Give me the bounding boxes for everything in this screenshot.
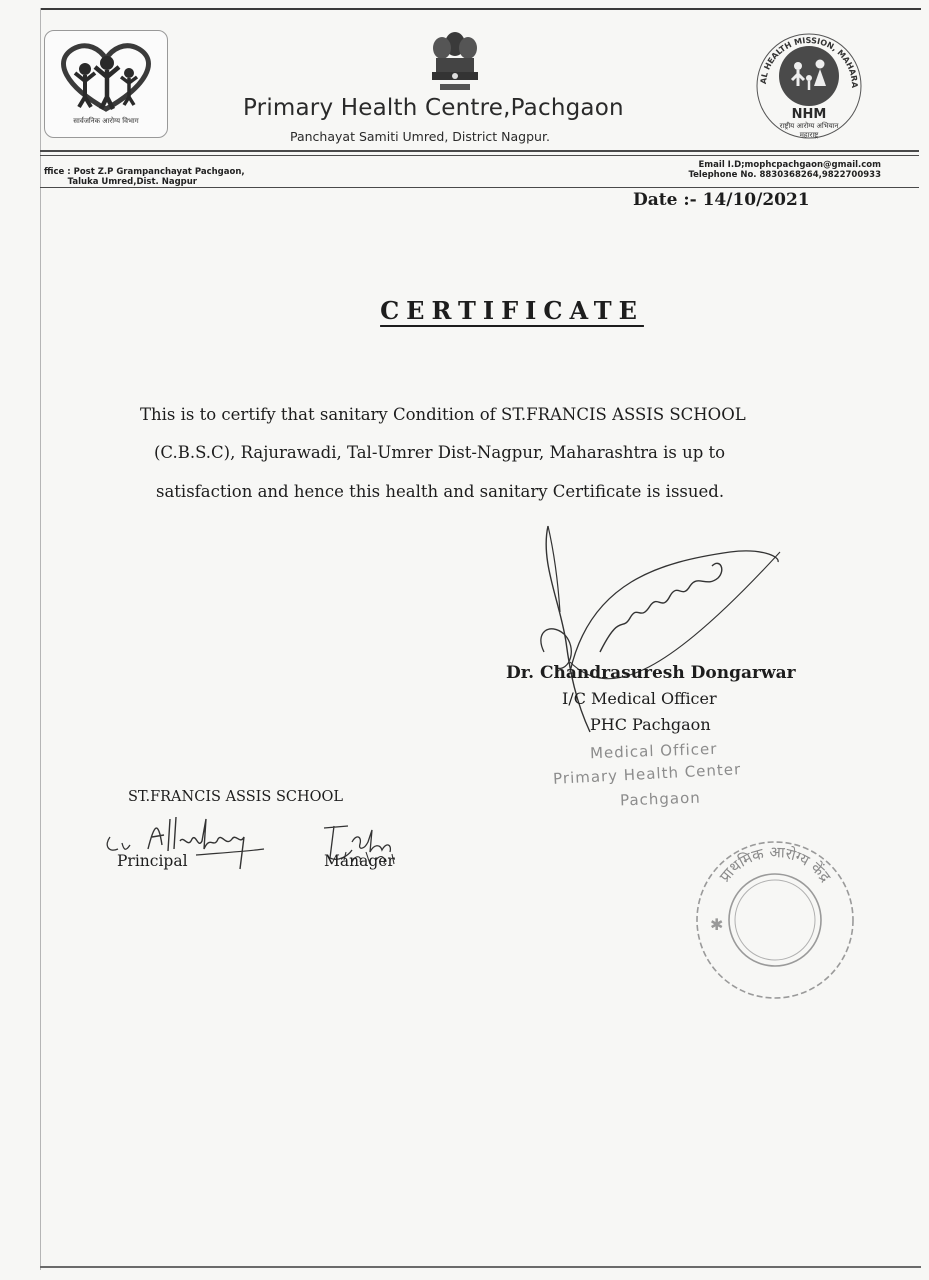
email-text: Email I.D;mophcpachgaon@gmail.com: [698, 160, 881, 170]
manager-label: Manager: [324, 852, 395, 870]
nhm-ring-text: AL HEALTH MISSION, MAHARA: [758, 35, 860, 89]
certificate-date: Date :- 14/10/2021: [633, 190, 810, 210]
certificate-body-line-2: (C.B.S.C), Rajurawadi, Tal-Umrer Dist-Nagpur, Maharashtra is up to: [154, 443, 726, 462]
school-name: ST.FRANCIS ASSIS SCHOOL: [128, 789, 344, 805]
principal-label: Principal: [117, 852, 188, 870]
nhm-acronym: NHM: [791, 107, 827, 122]
family-heart-icon: [45, 31, 167, 121]
letterhead-subtitle: Panchayat Samiti Umred, District Nagpur.: [290, 129, 550, 144]
medical-officer-signature: [530, 522, 790, 746]
stamp-line-2: Primary Health Center: [552, 760, 742, 788]
contact-info: [688, 160, 881, 180]
office-seal-icon: [690, 838, 860, 1007]
letterhead-title: Primary Health Centre,Pachgaon: [243, 95, 624, 121]
svg-text:✱: ✱: [710, 915, 724, 934]
public-health-department-logo: [44, 30, 168, 138]
nhm-subtitle-2: महाराष्ट्र: [799, 131, 819, 139]
seal-text: प्राथमिक आरोग्य केंद्र: [715, 843, 835, 886]
header-divider: [40, 150, 919, 152]
stamp-line-3: Pachgaon: [619, 788, 702, 810]
office-address: ffice : Post Z.P Grampanchayat Pachgaon, Taluka Umred,Dist. Nagpur: [44, 167, 245, 187]
left-logo-caption: सार्वजनिक आरोग्य विभाग: [73, 117, 139, 125]
header-divider-thin: [40, 155, 919, 156]
address-divider: [40, 187, 919, 188]
telephone-text: Telephone No. 8830368264,9822700933: [688, 170, 881, 180]
stamp-line-1: Medical Officer: [589, 739, 718, 763]
certificate-body-line-3: satisfaction and hence this health and sanitary Certificate is issued.: [156, 482, 725, 501]
medical-officer-office: PHC Pachgaon: [590, 715, 711, 734]
medical-officer-name: Dr. Chandrasuresh Dongarwar: [506, 663, 796, 683]
medical-officer-designation: I/C Medical Officer: [562, 689, 717, 708]
page-edge-top: [40, 8, 921, 10]
nhm-logo: [744, 18, 874, 148]
national-emblem-icon: [420, 26, 490, 96]
certificate-body-line-1: This is to certify that sanitary Condition of ST.FRANCIS ASSIS SCHOOL: [140, 405, 746, 424]
page-edge-left: [40, 8, 41, 1270]
nhm-subtitle-1: राष्ट्रीय आरोग्य अभियान: [779, 122, 839, 130]
certificate-heading: [0, 296, 929, 325]
certificate-title: CERTIFICATE: [380, 296, 644, 325]
page-edge-bottom: [40, 1266, 921, 1268]
